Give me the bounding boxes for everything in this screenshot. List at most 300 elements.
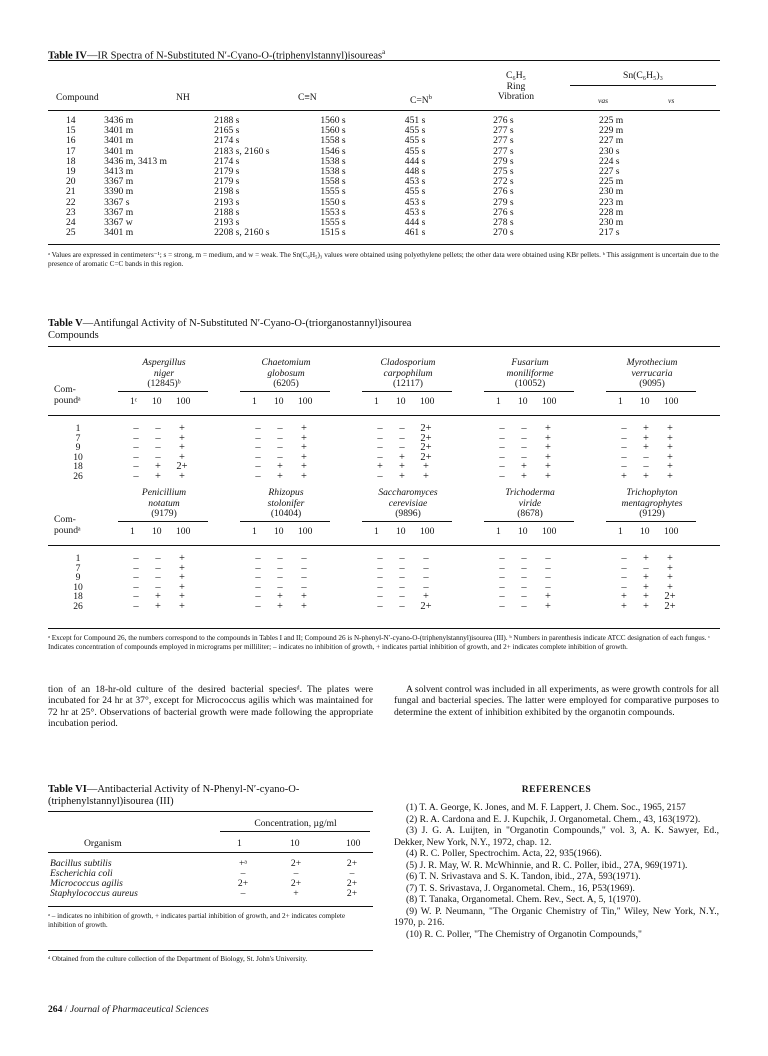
table-v-body — [48, 348, 720, 630]
activity-cell: – — [545, 562, 551, 574]
table-cell: 230 m — [599, 186, 624, 198]
activity-cell: + — [277, 461, 283, 473]
table-cell: 455 s — [404, 125, 426, 137]
activity-cell: + — [179, 451, 185, 463]
activity-cell: – — [521, 562, 527, 574]
reference-item: (6) T. N. Srivastava and S. K. Tandon, ibid., 27A, 593(1971). — [406, 871, 641, 882]
activity-cell: + — [667, 442, 673, 454]
activity-cell: + — [423, 461, 429, 473]
activity-cell: – — [399, 581, 405, 593]
conc-label: 1ᶜ — [130, 396, 138, 407]
activity-cell: – — [133, 581, 139, 593]
conc-label: 100 — [298, 396, 313, 407]
activity-cell: – — [377, 432, 383, 444]
table-cell: 17 — [66, 145, 76, 157]
activity-cell: – — [133, 423, 139, 434]
body-text-right: A solvent control was included in all experiments, as were growth controls for all fungal and bacterial species. The latter were employed for comparative purposes to determine the extent of inhibition exhibited by the organotin compounds. — [394, 684, 719, 718]
group-rule — [606, 391, 696, 392]
activity-cell: + — [277, 601, 283, 612]
activity-cell: – — [255, 451, 261, 463]
table-cell: 2174 s — [214, 135, 240, 147]
col-10: 10 — [290, 838, 300, 849]
conc-label: 100 — [176, 526, 191, 537]
activity-cell: – — [240, 868, 246, 879]
activity-cell: + — [179, 553, 185, 564]
activity-cell: + — [301, 423, 307, 434]
footnote-divider — [48, 950, 373, 951]
activity-cell: – — [293, 868, 299, 879]
activity-cell: – — [377, 562, 383, 574]
col-vs: νs — [668, 96, 675, 105]
table-cell: 276 s — [493, 115, 514, 126]
activity-cell: + — [643, 572, 649, 584]
organism-header: Trichoderma viride (8678) — [505, 487, 555, 519]
table-cell: 2208 s, 2160 s — [214, 227, 270, 239]
conc-label: 1 — [618, 396, 623, 407]
col-sn-group: Sn(C₆H₅)₃ — [623, 70, 663, 81]
activity-cell: – — [255, 442, 261, 454]
table-cell: 2193 s — [214, 217, 240, 229]
activity-cell: – — [399, 601, 405, 612]
reference-item: (1) T. A. George, K. Jones, and M. F. Lappert, J. Chem. Soc., 1965, 2157 — [406, 802, 686, 813]
activity-cell: + — [667, 581, 673, 593]
table-cell: 1550 s — [320, 196, 346, 208]
activity-cell: – — [499, 461, 505, 473]
compound-number: 7 — [75, 432, 81, 444]
activity-cell: + — [301, 432, 307, 444]
activity-cell: + — [301, 471, 307, 482]
compound-number: 9 — [75, 442, 81, 454]
table-cell: 2179 s — [214, 166, 240, 178]
table-cell: 461 s — [404, 227, 426, 239]
organism-header: Trichophyton mentagrophytes (9129) — [621, 487, 683, 519]
activity-cell: – — [643, 451, 649, 463]
table-cell: 1560 s — [320, 115, 346, 126]
compound-number: 18 — [73, 461, 83, 473]
conc-label: 10 — [274, 526, 284, 537]
table-cell: 278 s — [493, 217, 514, 229]
reference-item: (10) R. C. Poller, "The Chemistry of Organotin Compounds," — [406, 928, 642, 940]
activity-cell: – — [255, 572, 261, 584]
table-v-rule — [48, 415, 720, 416]
conc-label: 100 — [298, 526, 313, 537]
activity-cell: – — [499, 581, 505, 593]
activity-cell: – — [155, 451, 161, 463]
activity-cell: – — [399, 572, 405, 584]
table-cell: 3367 w — [104, 217, 133, 229]
activity-cell: 2+ — [664, 601, 676, 612]
activity-cell: + — [521, 471, 527, 482]
activity-cell: + — [277, 471, 283, 482]
compound-label: Com- poundᵃ — [54, 514, 81, 536]
activity-cell: 2+ — [346, 878, 358, 889]
table-cell: 2188 s — [214, 115, 240, 126]
table-cell: 1538 s — [320, 166, 346, 178]
table-cell: 2174 s — [214, 155, 240, 167]
col-ring-vibration: C₆H₅ Ring Vibration — [497, 70, 535, 102]
activity-cell: + — [545, 423, 551, 434]
activity-cell: – — [133, 572, 139, 584]
compound-number: 26 — [73, 601, 83, 612]
reference-item: (4) R. C. Poller, Spectrochim. Acta, 22, 935(1966). — [406, 848, 602, 859]
table-cell: 225 m — [599, 115, 624, 126]
activity-cell: + — [301, 442, 307, 454]
activity-cell: + — [293, 888, 299, 899]
activity-cell: – — [621, 553, 627, 564]
activity-cell: + — [301, 591, 307, 603]
activity-cell: + — [545, 451, 551, 463]
activity-cell: + — [643, 553, 649, 564]
activity-cell: + — [545, 432, 551, 444]
activity-cell: – — [399, 591, 405, 603]
table-cell: 15 — [66, 125, 76, 137]
activity-cell: + — [621, 591, 627, 603]
activity-cell: – — [399, 562, 405, 574]
table-cell: 455 s — [404, 186, 426, 198]
table-cell: 276 s — [493, 186, 514, 198]
activity-cell: – — [255, 423, 261, 434]
activity-cell: 2+ — [346, 888, 358, 899]
table-cell: 227 m — [599, 135, 624, 147]
activity-cell: – — [255, 601, 261, 612]
table-cell: 217 s — [599, 227, 620, 239]
table-v-footnote: ᵃ Except for Compound 26, the numbers correspond to the compounds in Tables I and II; Compound 26 is N-phenyl-N′-cyano-O-(triphenylstannyl)isourea (III). ᵇ Numbers in parenthesis indicate ATCC designation of each fungus. ᶜ Indicates concentration of compounds employed in micrograms per milliliter; – indicates no inhibition of growth, + indicates partial inhibition of growth, and 2+ indicates complete inhibition of growth. — [48, 634, 711, 651]
activity-cell: + — [179, 591, 185, 603]
activity-cell: – — [133, 591, 139, 603]
conc-label: 100 — [420, 396, 435, 407]
activity-cell: + — [621, 471, 627, 482]
compound-number: 1 — [75, 553, 81, 564]
table-cell: 1560 s — [320, 125, 346, 137]
activity-cell: 2+ — [420, 442, 432, 454]
col-cn-double: $C=N^b$ — [410, 94, 432, 107]
group-rule — [362, 521, 452, 522]
activity-cell: – — [277, 581, 283, 593]
activity-cell: + — [667, 423, 673, 434]
activity-cell: – — [155, 423, 161, 434]
activity-cell: 2+ — [237, 878, 249, 889]
table-cell: 16 — [66, 135, 76, 147]
table-cell: 277 s — [493, 145, 514, 157]
activity-cell: + — [179, 423, 185, 434]
compound-number: 10 — [73, 451, 83, 463]
activity-cell: – — [545, 553, 551, 564]
conc-label: 1 — [374, 396, 379, 407]
table-cell: 270 s — [493, 227, 514, 239]
table-cell: 22 — [66, 196, 76, 208]
table-cell: 2165 s — [214, 125, 240, 137]
activity-cell: – — [133, 461, 139, 473]
activity-cell: – — [499, 553, 505, 564]
activity-cell: + — [545, 471, 551, 482]
activity-cell: 2+ — [176, 461, 188, 473]
activity-cell: – — [423, 553, 429, 564]
activity-cell: + — [643, 432, 649, 444]
table-cell: 2188 s — [214, 206, 240, 218]
activity-cell: + — [179, 601, 185, 612]
table-cell: 19 — [66, 166, 76, 178]
table-cell: 2198 s — [214, 186, 240, 198]
activity-cell: – — [155, 581, 161, 593]
activity-cell: – — [377, 471, 383, 482]
activity-cell: – — [133, 451, 139, 463]
activity-cell: – — [521, 572, 527, 584]
table-cell: 1555 s — [320, 217, 346, 229]
col-compound: Compound — [56, 92, 99, 103]
table-cell: 3436 m, 3413 m — [104, 155, 168, 167]
activity-cell: + — [155, 591, 161, 603]
activity-cell: + — [545, 591, 551, 603]
activity-cell: + — [179, 471, 185, 482]
activity-cell: – — [255, 461, 261, 473]
activity-cell: – — [133, 432, 139, 444]
activity-cell: – — [621, 572, 627, 584]
table-cell: 1555 s — [320, 186, 346, 198]
table-cell: 3401 m — [104, 227, 134, 239]
activity-cell: – — [423, 572, 429, 584]
col-nh: NH — [176, 92, 190, 103]
table-cell: 455 s — [404, 145, 426, 157]
table-cell: 225 m — [599, 176, 624, 188]
activity-cell: – — [545, 572, 551, 584]
conc-label: 1 — [252, 396, 257, 407]
activity-cell: + — [179, 432, 185, 444]
activity-cell: – — [399, 553, 405, 564]
activity-cell: + — [643, 471, 649, 482]
activity-cell: – — [521, 581, 527, 593]
activity-cell: – — [521, 591, 527, 603]
table-cell: 21 — [66, 186, 76, 198]
table-cell: 14 — [66, 115, 76, 126]
activity-cell: + — [643, 442, 649, 454]
conc-header: Concentration, µg/ml — [254, 818, 337, 829]
activity-cell: – — [255, 562, 261, 574]
table-cell: 2183 s, 2160 s — [214, 145, 270, 157]
activity-cell: – — [377, 591, 383, 603]
organism-header: Rhizopus stolonifer (10404) — [267, 487, 305, 519]
activity-cell: – — [499, 591, 505, 603]
conc-label: 1 — [496, 396, 501, 407]
activity-cell: – — [301, 562, 307, 574]
activity-cell: – — [621, 451, 627, 463]
activity-cell: + — [301, 461, 307, 473]
conc-label: 10 — [640, 396, 650, 407]
activity-cell: – — [499, 451, 505, 463]
table-v-bottom-rule — [48, 628, 720, 629]
activity-cell: – — [255, 591, 261, 603]
table-cell: 3401 m — [104, 145, 134, 157]
table-cell: 453 s — [404, 206, 426, 218]
activity-cell: – — [499, 601, 505, 612]
table-iv-footnote: ᵃ Values are expressed in centimeters⁻¹; s = strong, m = medium, and w = weak. The Sn(C₆H₅)₃ values were obtained using polyethylene pellets; the other data were obtained using KBr pellets. ᵇ This assignment is uncertain due to the presence of aromatic C=C bands in this region. — [48, 251, 719, 268]
activity-cell: + — [643, 423, 649, 434]
col-100: 100 — [346, 838, 361, 849]
activity-cell: – — [399, 432, 405, 444]
organism-header: Chaetomium globosum (6205) — [261, 357, 311, 389]
activity-cell: – — [133, 442, 139, 454]
table-cell: 1538 s — [320, 155, 346, 167]
conc-label: 1 — [130, 526, 135, 537]
table-cell: 279 s — [493, 196, 514, 208]
activity-cell: – — [521, 553, 527, 564]
table-cell: 3390 m — [104, 186, 134, 198]
activity-cell: – — [255, 581, 261, 593]
activity-cell: + — [667, 451, 673, 463]
activity-cell: – — [277, 432, 283, 444]
group-rule — [118, 521, 208, 522]
compound-label: Com- poundᵃ — [54, 384, 81, 406]
activity-cell: + — [667, 553, 673, 564]
activity-cell: + — [667, 432, 673, 444]
table-cell: 227 s — [599, 166, 620, 178]
compound-number: 1 — [75, 423, 81, 434]
conc-label: 10 — [152, 396, 162, 407]
activity-cell: + — [179, 581, 185, 593]
table-cell: 448 s — [404, 166, 426, 178]
body-text-left: tion of an 18-hr-old culture of the desired bacterial speciesᵈ. The plates were incubated for 24 hr at 37°, except for Micrococcus agilis which was maintained for 72 hr at 25°. Observations of bacterial growth were made following the appropriate incubation period. — [48, 684, 373, 730]
group-rule — [484, 391, 574, 392]
activity-cell: – — [521, 451, 527, 463]
activity-cell: – — [155, 442, 161, 454]
organism-name: Micrococcus agilis — [50, 878, 123, 889]
activity-cell: – — [377, 451, 383, 463]
activity-cell: – — [621, 562, 627, 574]
activity-cell: – — [499, 562, 505, 574]
table-cell: 3367 m — [104, 176, 134, 188]
group-rule — [484, 521, 574, 522]
conc-label: 100 — [664, 526, 679, 537]
activity-cell: – — [277, 451, 283, 463]
activity-cell: – — [643, 562, 649, 574]
table-cell: 1553 s — [320, 206, 346, 218]
activity-cell: 2+ — [664, 591, 676, 603]
activity-cell: – — [277, 562, 283, 574]
organism-header: Aspergillus niger (12845)ᵇ — [142, 357, 186, 389]
reference-item: (3) J. G. A. Luijten, in "Organotin Compounds," vol. 3, A. K. Sawyer, Ed., Dekker, New York, N.Y., 1972, chap. 12. — [394, 825, 719, 848]
activity-cell: + — [377, 461, 383, 473]
conc-label: 100 — [664, 396, 679, 407]
activity-cell: – — [377, 601, 383, 612]
table-v-title: Table V—Antifungal Activity of N-Substituted N′-Cyano-O-(triorganostannyl)isourea Compounds — [48, 318, 412, 341]
conc-label: 100 — [542, 526, 557, 537]
activity-cell: – — [349, 868, 355, 879]
conc-label: 10 — [152, 526, 162, 537]
conc-label: 1 — [618, 526, 623, 537]
activity-cell: – — [155, 553, 161, 564]
table-cell: 24 — [66, 217, 76, 229]
activity-cell: – — [621, 581, 627, 593]
activity-cell: + — [423, 591, 429, 603]
activity-cell: + — [667, 461, 673, 473]
activity-cell: 2+ — [420, 423, 432, 434]
table-vi-footnote: ᵃ – indicates no inhibition of growth, + indicates partial inhibition of growth, and 2+ indicates complete inhibition of growth. — [48, 912, 346, 929]
table-cell: 230 s — [599, 145, 620, 157]
table-v-rule — [48, 545, 720, 546]
table-cell: 451 s — [404, 115, 426, 126]
page-number: 264 — [48, 1004, 63, 1015]
table-cell: 1558 s — [320, 135, 346, 147]
activity-cell: – — [377, 553, 383, 564]
activity-cell: + — [155, 601, 161, 612]
reference-item: (2) R. A. Cardona and E. J. Kupchik, J. Organometal. Chem., 43, 163(1972). — [406, 813, 701, 825]
activity-cell: 2+ — [420, 451, 432, 463]
activity-cell: 2+ — [420, 601, 432, 612]
activity-cell: – — [499, 442, 505, 454]
activity-cell: – — [377, 581, 383, 593]
table-row — [48, 228, 720, 238]
col-vas: νas — [598, 96, 608, 105]
table-cell: 3413 m — [104, 166, 134, 178]
activity-cell: + — [621, 601, 627, 612]
table-vi-bottom-rule — [48, 906, 373, 907]
conc-label: 100 — [542, 396, 557, 407]
activity-cell: – — [423, 581, 429, 593]
activity-cell: – — [499, 471, 505, 482]
table-cell: 230 m — [599, 217, 624, 229]
table-cell: 453 s — [404, 176, 426, 188]
table-v-top-rule — [48, 346, 720, 347]
table-cell: 272 s — [493, 176, 514, 188]
table-cell: 444 s — [404, 217, 426, 229]
table-cell: 20 — [66, 176, 76, 188]
organism-header: Fusarium moniliforme (10052) — [506, 357, 554, 389]
activity-cell: – — [277, 442, 283, 454]
activity-cell: – — [521, 601, 527, 612]
compound-number: 18 — [73, 591, 83, 603]
conc-label: 1 — [496, 526, 501, 537]
activity-cell: – — [301, 581, 307, 593]
sn-sub-rule — [570, 85, 716, 86]
organism-header: Myrothecium verrucaria (9095) — [626, 357, 678, 389]
reference-item: (9) W. P. Neumann, "The Organic Chemistry of Tin," Wiley, New York, N.Y., 1970, p. 216. — [394, 905, 719, 928]
table-cell: 276 s — [493, 206, 514, 218]
activity-cell: – — [521, 432, 527, 444]
activity-cell: 2+ — [420, 432, 432, 444]
activity-cell: – — [521, 423, 527, 434]
table-cell: 2179 s — [214, 176, 240, 188]
activity-cell: – — [499, 432, 505, 444]
activity-cell: + — [643, 581, 649, 593]
table-cell: 3367 s — [104, 196, 130, 208]
activity-cell: – — [133, 562, 139, 574]
table-iv-body — [48, 116, 720, 238]
table-cell: 223 m — [599, 196, 624, 208]
table-cell: 453 s — [404, 196, 426, 208]
activity-cell: – — [277, 553, 283, 564]
table-cell: 1558 s — [320, 176, 346, 188]
table-iv-top-rule — [48, 60, 720, 61]
table-cell: 455 s — [404, 135, 426, 147]
reference-item: (8) T. Tanaka, Organometal. Chem. Rev., Sect. A, 5, 1(1970). — [406, 894, 641, 905]
activity-cell: – — [155, 572, 161, 584]
table-iv-bottom-rule — [48, 244, 720, 245]
footnote-d: ᵈ Obtained from the culture collection of the Department of Biology, St. John's University. — [48, 955, 308, 963]
reference-item: (7) T. S. Srivastava, J. Organometal. Chem., 16, P53(1969). — [406, 882, 635, 894]
group-rule — [606, 521, 696, 522]
organism-name: Bacillus subtilis — [50, 858, 112, 869]
activity-cell: +ᵃ — [238, 858, 248, 869]
table-cell: 275 s — [493, 166, 514, 178]
table-cell: 3401 m — [104, 125, 134, 137]
conc-label: 10 — [396, 526, 406, 537]
table-cell: 444 s — [404, 155, 426, 167]
conc-label: 100 — [420, 526, 435, 537]
page-footer: 264 / Journal of Pharmaceutical Sciences — [48, 1004, 209, 1015]
activity-cell: – — [643, 461, 649, 473]
journal-name: Journal of Pharmaceutical Sciences — [69, 1004, 209, 1015]
activity-cell: + — [545, 601, 551, 612]
compound-number: 7 — [75, 562, 81, 574]
